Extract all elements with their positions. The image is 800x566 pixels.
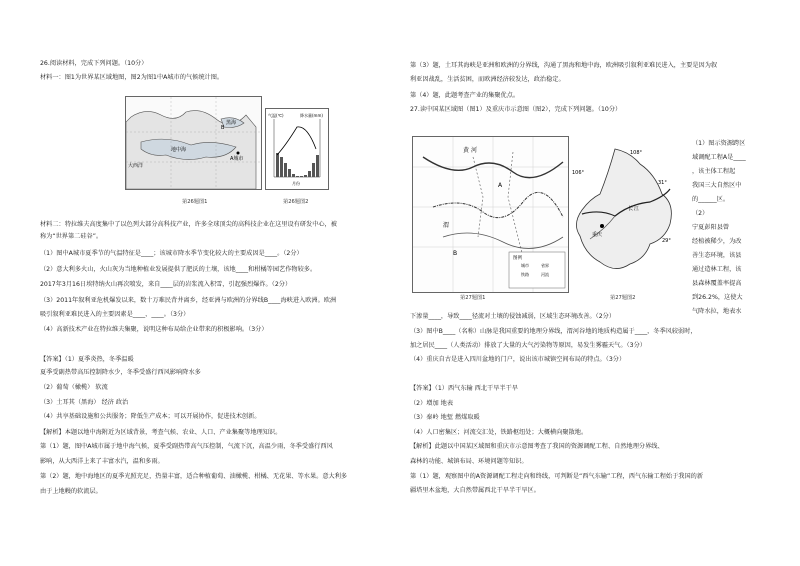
answer-1b: 夏季受副热带高压控制降水少，冬季受盛行西风影响降水多 bbox=[40, 369, 201, 376]
map4-label-chang: 长 bbox=[628, 206, 634, 212]
map4-label-29: 29° bbox=[662, 238, 671, 244]
answer-heading: 【答案】（1）夏季炎热，冬季温暖 bbox=[40, 356, 134, 363]
material-two-line2: 称为“世界第二硅谷”。 bbox=[40, 233, 103, 240]
side-7: 宁夏彭阳县曾 bbox=[692, 224, 730, 231]
map3-legend-border: 省界 bbox=[541, 263, 549, 268]
material-one: 材料一：图1为世界某区域地图，图2为图1中A城市的气候统计图。 bbox=[40, 74, 224, 81]
right-text-1: 第（3）题，土耳其海峡是亚洲和欧洲的分界线，沟通了黑海和地中海，欧洲吸引叙利亚难民进入，主要是因为叙 bbox=[410, 62, 718, 69]
right-text-2: 利亚因战乱，生活贫困，而欧洲经济较发达，政治稳定。 bbox=[410, 76, 565, 83]
answer-4: （4）共享基础设施和公共服务；降低生产成本；可以开展协作，促进技术创新。 bbox=[40, 413, 261, 420]
china-region-map bbox=[413, 137, 568, 292]
map4-label-31: 31° bbox=[658, 180, 667, 186]
fig2-caption: 第26题图2 bbox=[283, 199, 309, 205]
china-region-map-figure bbox=[412, 136, 569, 293]
answer27-3: （3）秦岭 地堑 燃煤取暖 bbox=[410, 414, 480, 421]
analysis27-4: 疆塔里木盆地，大自然带属西北干旱半干旱区。 bbox=[410, 487, 540, 494]
chongqing-map bbox=[570, 144, 680, 289]
map3-legend-title: 图例 bbox=[513, 256, 522, 261]
map4-label-chongqing: 重庆 bbox=[592, 232, 603, 238]
fig3-caption: 第27题图1 bbox=[460, 295, 486, 301]
map4-label-108: 108° bbox=[630, 150, 643, 156]
climate-chart bbox=[266, 109, 328, 189]
analysis-1: 【解析】本题以地中海附近为区域背景，考查气候、农业、人口、产业集聚等地理知识。 bbox=[40, 429, 282, 436]
climate-label-temp: 气温(℃) bbox=[268, 113, 284, 118]
fig1-caption: 第26题图1 bbox=[182, 199, 208, 205]
q26-heading: 26.阅读材料，完成下列问题。（10分） bbox=[40, 60, 148, 67]
analysis-3: 影响，从大西洋上来了丰富水汽，温和多雨。 bbox=[40, 458, 164, 465]
side-9: 善生态环境，该县 bbox=[692, 252, 742, 259]
analysis27-1: 【解析】此题以中国某区域图和重庆市示意图考查了我国的资源调配工程、自然地理分界线、 bbox=[410, 443, 664, 450]
side-8: 经植被稀少，为改 bbox=[692, 238, 742, 245]
fig4-caption: 第27题图2 bbox=[610, 295, 636, 301]
right-text-3: 第（4）题，此题考查产业的集聚优点。 bbox=[410, 92, 520, 99]
map4-label-106: 106° bbox=[572, 170, 585, 176]
material-two-line1: 材料二：特拉维夫高度集中了以色列大部分高科技产业，许多全球顶尖的高科技企业在这里设有研发中心，被 bbox=[40, 221, 337, 228]
side-13: 气降水拉，地表水 bbox=[692, 308, 742, 315]
chongqing-map-figure bbox=[570, 144, 680, 289]
map3-legend-city: 城市 bbox=[521, 263, 529, 268]
climate-chart-figure bbox=[265, 108, 329, 190]
map-label-b: B bbox=[221, 125, 225, 131]
map3-label-b: B bbox=[453, 250, 458, 257]
analysis-5: 由于上地幔的软流层。 bbox=[40, 488, 102, 495]
answer-3: （3）土耳其（黑海） 经济 政治 bbox=[40, 399, 129, 406]
map-label-blacksea: 黑海 bbox=[226, 120, 237, 126]
climate-label-month: 月份 bbox=[292, 181, 300, 186]
side-5: 的______区。 bbox=[692, 196, 730, 203]
q26-3b: 吸引叙利亚难民进入的主要因素是____、____。（3分） bbox=[40, 311, 190, 318]
q26-2b: 2017年3月16日埃特纳火山再次喷发，来自____层的岩浆流入积雪，引起强烈爆炸。（2分） bbox=[40, 281, 292, 288]
side-2: 域调配工程A是____ bbox=[692, 154, 746, 161]
map3-label-he: 河 bbox=[471, 147, 478, 154]
map-label-city: A城市 bbox=[230, 156, 244, 162]
q26-4: （4）高新技术产业在特拉维夫集聚，说明这种布局给企业带来的积极影响。（3分） bbox=[40, 326, 268, 333]
map3-label-huang: 黄 bbox=[463, 147, 470, 154]
side-11: 县森林覆盖率提高 bbox=[692, 280, 742, 287]
q26-2a: （2）意大利多火山，火山灰为当地种植业发展提供了肥沃的土壤，该地____和柑橘等园艺作物较多。 bbox=[40, 266, 317, 273]
side-3: ，该主体工程起 bbox=[692, 168, 736, 175]
side-6: （2） bbox=[692, 210, 709, 217]
map3-label-wei: 渭 bbox=[443, 222, 450, 229]
analysis27-2: 森林的功能、城镇布局、环境问题等知识。 bbox=[410, 458, 528, 465]
analysis-2: 第（1）题，图中A城市属于地中海气候，夏季受副热带高气压控制，气流下沉，高温少雨，冬季受盛行西风 bbox=[40, 443, 333, 450]
answer27-2: （2）增加 地表 bbox=[410, 400, 454, 407]
answer-2: （2）葡萄（橄榄） 软流 bbox=[40, 384, 108, 391]
side-10: 通过造林工程，该 bbox=[692, 266, 742, 273]
map3-legend-rail: 铁路 bbox=[521, 272, 529, 277]
region-map-figure bbox=[125, 96, 262, 190]
side-4: 我国三大自然区中 bbox=[692, 182, 742, 189]
analysis27-3: 第（1）题，观察图中的A资源调配工程走向和终线，可判断是“西气东输”工程，西气东输工程始于我国的新 bbox=[410, 473, 704, 480]
side-12: 到26.2%，这使大 bbox=[692, 294, 743, 301]
q27-tail-2: （3）图中B____（名称）山脉是我国重要的地理分界线，渭河谷地的地质构造属于____，冬季风较弱时， bbox=[410, 328, 697, 335]
q27-tail-4: （4）重庆自古是进入四川盆地的门户，说出该市城镇空间布局的特点。（3分） bbox=[410, 356, 626, 363]
left-column bbox=[40, 0, 420, 566]
q27-tail-3: 加之居民____（人类活动）排放了大量的大气污染物等原因，易发生雾霾天气。（3分） bbox=[410, 342, 646, 349]
q26-1: （1）图中A城市夏季节的气温特征是____；该城市降水季节变化较大的主要成因是____。（2分） bbox=[40, 250, 303, 257]
answer27-heading: 【答案】（1）西气东输 西北干旱半干旱 bbox=[410, 385, 518, 392]
right-column bbox=[410, 0, 790, 566]
map3-legend-river: 河流 bbox=[541, 272, 549, 277]
map-label-ocean: 大西洋 bbox=[128, 163, 144, 169]
mediterranean-map bbox=[126, 97, 261, 189]
map4-label-jiang: 江 bbox=[634, 206, 640, 212]
map3-label-a: A bbox=[498, 182, 503, 189]
climate-label-precip: 降水量(mm) bbox=[300, 113, 323, 118]
side-1: （1）图示资源跨区 bbox=[692, 140, 746, 147]
q27-tail-1: 下渗量____，导致____径流对土壤的侵蚀减弱，区域生态环境改善。（2分） bbox=[410, 313, 616, 320]
map-label-sea: 地中海 bbox=[171, 147, 187, 153]
analysis-4: 第（2）题，地中海地区的夏季光照充足，热量丰富，适合种植葡萄、油橄榄、柑橘、无花果、等水果。意大利多 bbox=[40, 473, 348, 480]
q27-heading: 27.读中国某区域图（图1）及重庆市示意图（图2），完成下列问题。（10分） bbox=[410, 106, 622, 113]
answer27-4: （4）人口密集区；河流交汇处，铁路枢纽处；大概横向聚散地。 bbox=[410, 429, 588, 436]
q26-3a: （3）2011年叙利亚危机爆发以来，数十万难民背井离乡，经亚洲与欧洲的分界线B____海峡进入欧洲。欧洲 bbox=[40, 297, 337, 304]
